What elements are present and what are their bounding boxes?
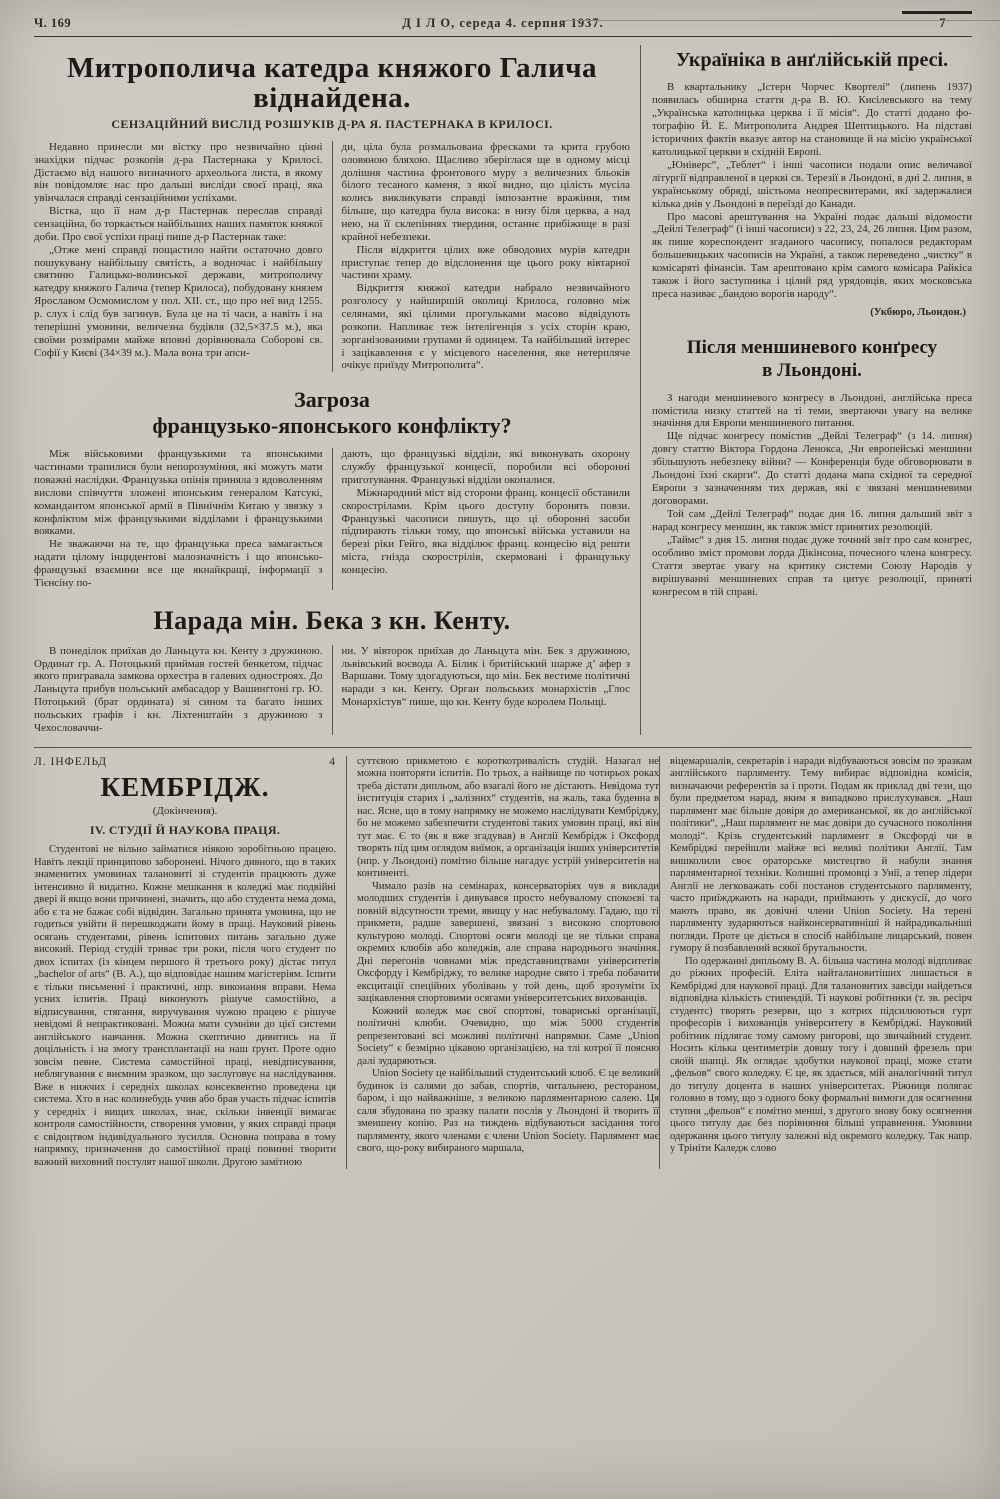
- cambridge-article-title: КЕМБРІДЖ.: [100, 772, 270, 803]
- congress-title-line-1: Після меншиневого конґресу: [686, 337, 938, 359]
- congress-title-line-2: в Льондоні.: [762, 360, 862, 382]
- cathedral-article-columns: [34, 141, 630, 372]
- conflict-article-title: [34, 387, 630, 439]
- cathedral-article-subtitle: СЕНЗАЦІЙНИЙ ВИСЛІД РОЗШУКІВ Д-РА Я. ПАСТЕРНАКА В КРИЛОСІ.: [111, 116, 553, 131]
- top-hairline-rule: [560, 20, 1000, 21]
- cambridge-column-3: віцемаршалів, секретарів і наради відбуваються зовсім по зразкам англійського парляменту. Тему вибирає відповідна комісія, визначаючи референтів за і проти. Подам як приклад дві тези, що були предметом нарад, яким я випадково прислухувався. „Наш парлямент має більше довіря до американської, як до анґлійської політики“, „Наш парлямент не має довіря до сучасного покоління молоді“. Крізь студентський парлямент в Оксфорді чи в Кембріджі перейшли майже всі великі політики Англії. Там вишколили своє ораторське мистецтво й набули знання парляментарної техніки. Колишні промовці з Унії, а тепер лідери Англії не легковажать собі постанов студентського парляменту, часто приїжджають на наради, приймають у дискусії, до чого мають право, як довічні члени Union Society. На терені парляменту зударяються найконсервативніші й найрадикальніші погляди. Проте це діється в спосіб найбільше лицарський, повен гумору й позбавлений всякої брутальности. По одержанні дипльому В. А. більша частина молоді відпливає до ріжних професій. Еліта найталановитіших лишається в Кембріджі для наукової праці. Для талановитих завсіди найдеться відповідна кількість стипендій. Ті наукові робітники (т. зв. ресірч студентс) творять резерви, що з котрих підсилюються гурт професорів і вихованців університету в Кембріджі. Науковий робітник підлягає тому самому ригорові, що звичайний студент. Носить кілька центиметрів довшу тогу і довший фрезель при своїй шапці. Як оглядає здобутки наукової праці, може стати „фельов“ свого коледжу. Є це, як здається, мій аналогічний титул до титулу доцента в наших університетах. Ріжниця полягає головно в тому, що з одного боку формальні вимоги для осягнення ступня „фельов“ є помітно менші, з другого знову боку осягнення цього титулу дає без порівняння більші управнення. Умовини одержання цього титулу залежні від окремого коледжу. Так напр. у Трініти Каледж слово: [659, 756, 972, 1170]
- conflict-title-line-1: Загроза: [294, 387, 370, 413]
- left-region: [34, 45, 640, 735]
- cathedral-column-1: Недавно принесли ми вістку про незвичайно цінні знахідки підчас розкопів д-ра Пастернака у Крилосі. Дістаємо від нашого визначного археольога листа, в якому він повідомляє нас про дальші висліди своєї праці, яка увінчалася справді сензаційними успіхами. Вістка, що її нам д-р Пастернак переслав справді сензаційна, бо торкається найбільших наших памяток княжої доби. Про свої успіхи праці пише д-р Пастернак таке: „Отже мені справді пощастило найти остаточно довго пошукувану найбільшу святість, а водночас і найбільшу святиню Галицько-волинської держави, митрополичу катедру княжого Галича (тепер Крилоса), побудовану князем Ярославом Осмомислом у пол. XII. ст., що про неї вид 1255. р. слух і слід був загинув. Була це на ті часи, а навіть і на теперішні умовини, величезна будівля (32,5×37.5 м.), яка своїми розмірами майже вповні дорівнювала Соборові св. Софії у Києві (34×39 м.). Мала вона три апси-: [34, 140, 323, 359]
- cambridge-article-subtitle: (Докінчення).: [152, 805, 218, 818]
- conflict-article: [34, 387, 630, 589]
- masthead-title: Д І Л О, середа 4. серпня 1937.: [402, 16, 604, 30]
- cambridge-byline-row: [34, 756, 336, 770]
- beck-column-2: ни. У вівторок приїхав до Ланьцута мін. Бек з дружиною, львівський воєвода А. Білик і бритійський шарже д’ афер з Варшави. Тому здогадуються, що мін. Бек вестиме політичні наради з кн. Кенту. Орган польських монархістів „Глос Монархістув“ пише, що кн. Кенту буде королем Польщі.: [332, 645, 631, 735]
- cambridge-section-heading: IV. СТУДІЇ Й НАУКОВА ПРАЦЯ.: [89, 823, 281, 838]
- congress-article: [652, 336, 972, 599]
- ukrainika-article-signature: (Укбюро, Льондон.): [870, 306, 966, 319]
- ukrainika-article-title: Україніка в анґлійській пресі.: [675, 49, 949, 71]
- cambridge-column-1: [34, 756, 346, 1170]
- congress-article-title: [652, 336, 972, 382]
- conflict-column-1: Між військовими французькими та японськими частинами трапилися були непорозуміння, які можуть мати поважні наслідки. Французька опінія приняла з вдоволенням вислови співчуття зложені японським генералом Катсукі, командантом японської армії в Північнім Китаю у звязку з конфліктом між французькими відділами і французькими вояками. Не зважаючи на те, що французька преса замагається надати цілому інцидентові малозначність і що японсько-французькі взаємини все ще якнайкращі, інформації з Тієнсіну по-: [34, 448, 323, 589]
- page-number: 7: [939, 16, 946, 30]
- conflict-article-columns: [34, 448, 630, 589]
- cambridge-byline: Л. ІНФЕЛЬД: [34, 755, 108, 768]
- cambridge-column-2: суттєвою прикметою є короткотривалість студій. Назагал не можна повторяти іспитів. По трьох, а найвище по чотирьох роках треба дістати дипльом, або взагалі його не дістають. Невідома тут інституція старих і „залізних“ студентів, на жаль, така буденна в нас. Ясне, що в тому напрямку не можемо наслідувати Кембріджу, бо не можемо забезпечити студентові таких умовин праці, які він тут має. Є то (як я вже згадував) в Англії Кембрідж і Оксфорд творять під цим оглядом виїмок, а організація інших університетів (нпр. у Льондоні) помітно більше нагадує устрій університетів на континенті. Чимало разів на семінарах, консерваторіях чув я виклади молодших студентів і дивувався просто небувалому спокоєві та повній відсутности треми, явищу у нас небувалому. Гадаю, що ті прикмети, радше завершені, звязані з високою спортовою культурою молоді. Спортові осяги молоді це не тільки справа окремих клюбів або коледжів, але справа народнього значіння. Дні перегонів човнами між представництвами університетів Оксфорду і Кембріджу, то велике народне свято і треба побачити ексцитації спеційних уболівань у той день, щоб зрозуміти їх зацікавлення спортовими осягами університетських вихованців. Кожний коледж має свої спортові, товариські організації, політичні клюби. Очевидно, що між 5000 студентів репрезентовані всі можливі політичні напрямки. Саме „Union Society“ є безмірно цікавою організацією, на тлі котрої її поясню далі зударяються. Union Society це найбільший студентський клюб. Є це великий будинок із салями до забав, спортів, читальнею, рестораном, баром, і що найважніше, з великою парляментарною салею. Ця саля збудована по зразку палати послів у Льондоні й творить її зменшену копію. Раз на тиждень відбуваються засідання того парляменту, якого членами є члени Union Society. Парлямент має свого, що-року вибираного маршала,: [346, 756, 659, 1170]
- masthead-rule: [34, 36, 972, 37]
- cambridge-article: [34, 747, 972, 1170]
- scan-artifact-dash: [902, 11, 972, 14]
- conflict-title-line-2: французько-японського конфлікту?: [152, 413, 512, 439]
- ukrainika-article-body: В квартальнику „Істерн Чорчес Квортелі“ (липень 1937) появилась обширна стаття д-ра В. Ю. Кисілевського на тему „Українська католицька церква і її місія“. До статті додано фотографію Й. Е. Митрополита Андрея Шептицького. На підставі історичних фактів вказує автор на становище й на місію української католицької церкви в східній Европі. „Юніверс“, „Теблет“ і інші часописи подали опис величавої літургії відправленої в церкві св. Терезії в Льондоні, в дні 2. липня, в українському обряді, шістьома неопресвитерами, які задержалися кілька днів у Льондоні в переїзді до Канади. Про масові арештування на Україні подає дальші відомости „Дейлі Телеграф“ (і інші часописи) з 22, 23, 24, 26 липня. Цим разом, як пише кореспондент згаданого часопису, попалося редакторам большевицьких часописів на Україні, а також переведено „чистку“ в комісаряті фінансів. Там арештовано крім самого комісара Райкіса також і його заступника і цілий ряд урядовців, яких московська преса називає „бандою ворогів народу“.: [652, 81, 972, 301]
- beck-column-1: В понеділок приїхав до Ланьцута кн. Кенту з дружиною. Ординат гр. А. Потоцький приймав гостей бенкетом, підчас якого пригравала замкова орхестра в галевих одностроях. До Ланьцута прибув польський амбасадор у Вашинґтоні гр. Ю. Потоцький (брат ордината) зі сином та багато інших польських графів і кн. Ліхтенштайн з дружиною з Чехословаччи-: [34, 644, 323, 734]
- cambridge-column-1-body: Студентові не вільно займатися ніякою зоробітньою працею. Навіть лекції принципово заборонені. Нічого дивного, що в таких знаменитих умовинах талановиті зі студентів працюють дуже інтенсивно й видатно. Кожне мешкання в коледжі має подвійні двері й якщо вони причинені, значить, що або студента нема дома, або є та не бажає собі відвідин. Загально принята умовина, що не годиться увійти й перешкоджати йому в праці. Науковий рівень осягань студентами, рівень іспитових питань загально дуже високий. Період студій триває три роки, після чого студент по двох іспитах (із кінцем першого й третього року) дістає титул „bachelor of arts“ (В. А.), що відповідає нашим магістеріям. Іспити є тільки письменні і практичні, нпр. виконання вправи. Нема усних іспитів. Праці виконують рішуче самостійно, а відписування, стягання, виручування чужою працею є рішуче невідомі й непрактиковані. Можна мати сумніви до цієї системи англійського навчання. Можна скептично дивитись на її доцільність і на змогу трансплантації на наш ґрунт. Проте одно зовсім певне. Система самостійної праці, невідписування, неблягування є виємним зразком, що заслуговує на наслідування. Вже в нижчих і середніх школах консеквентно проведена ця система. Хто в нас колинебудь учив або брав участь підчас іспитів у середніх і вищих школах, знає, скільки інвенції вимагає контроля самостійности, створення умовин, у яких справді праця є свідоцтвом індивідуального зусилля. Основна поправа в тому напрямку, призначення до самостійної праці повинні творити важний виховний постулят нашої школи. Другою замітною: [34, 844, 336, 1168]
- beck-article-title: Нарада мін. Бека з кн. Кенту.: [153, 605, 511, 635]
- cathedral-article: [34, 53, 630, 372]
- cathedral-column-2: ди, ціла була розмальована фресками та крита грубою оловяною бляхою. Щасливо зберіглася ще в одному місці долішня частина фронтового муру з величезних бльоків білого тесаного каменя, з якої видно, що цілість мусіла колись викликувати справді імпозантне вражіння, тим більше, що катедра була висока: в низу біля церква, а над нею, на її склепіннях твердиня, останнє прибіжище в разі крайної небезпеки. Після відкриття цілих вже обводових мурів катедри приступає тепер до відслонення ще цього року вівтарної частини храму. Відкриття княжої катедри набрало незвичайного розголосу у найширшій околиці Крилоса, головно між селянами, які цілими прогульками масово відвідують розкопи. Напливає теж інтелігенція з усіх сторін краю, зорганізованими групами й одинцем. Та найбільший інтерес і зацікавлення є у місцевого населення, яке нетерпляче очікує приїзду Митрополита“.: [332, 141, 631, 372]
- conflict-column-2: дають, що французькі відділи, які виконувать охорону службу французької концесії, поробили всі оборонні приготування. Французькі відділи окопалися. Міжнародний міст від сторони франц. концесії обставили скорострілами. Крім цього доступу боронять повзи. Французькі часописи пишуть, що ці оборонні засоби підпирають тільки тому, що японські війська уставили на березі ріки Гейго, яка відділює франц. концесію від решти міста, гнізда скорострілів, скермовані і французьку концесію.: [332, 448, 631, 589]
- beck-article-columns: [34, 645, 630, 735]
- congress-article-body: З нагоди меншиневого конгресу в Льондоні, англійська преса помістила низку статтей на ті теми, звертаючи увагу на велике значіння для Европи меншиневого питання. Ще підчас конгресу помістив „Дейлі Телеграф“ (з 14. липня) довгу статтю Віктора Гордона Ленокса, „Чи европейські меншини збільшують небезпеку війни? — Конференція буде обговорювати в Льондоні їхні скарги“. До статті додана мапа східної та середної Европи з зазначенням тих держав, які є звязані меншиневими договорами. Той сам „Дейлі Телеграф“ подає дня 16. липня дальший звіт з нарад конгресу меншин, як також зміст принятих резолюцій. „Таймс“ з дня 15. липня подає дуже точний звіт про сам конгрес, особливо зміст промови лорда Дікінсона, почесного члена конгресу. Стаття звертає увагу на критику системи Союзу Народів у вирішуванні меншиневих справ та цитує резолюції, приняті конгресом в тій справі.: [652, 391, 972, 598]
- beck-article: [34, 606, 630, 735]
- cathedral-article-title: Митрополича катедра княжого Галича віднайдена.: [66, 52, 598, 115]
- issue-number: Ч. 169: [34, 16, 72, 30]
- right-column: [640, 45, 972, 735]
- cambridge-page-marker: 4: [329, 755, 336, 768]
- ukrainika-article: [652, 49, 972, 318]
- top-section: [34, 45, 972, 735]
